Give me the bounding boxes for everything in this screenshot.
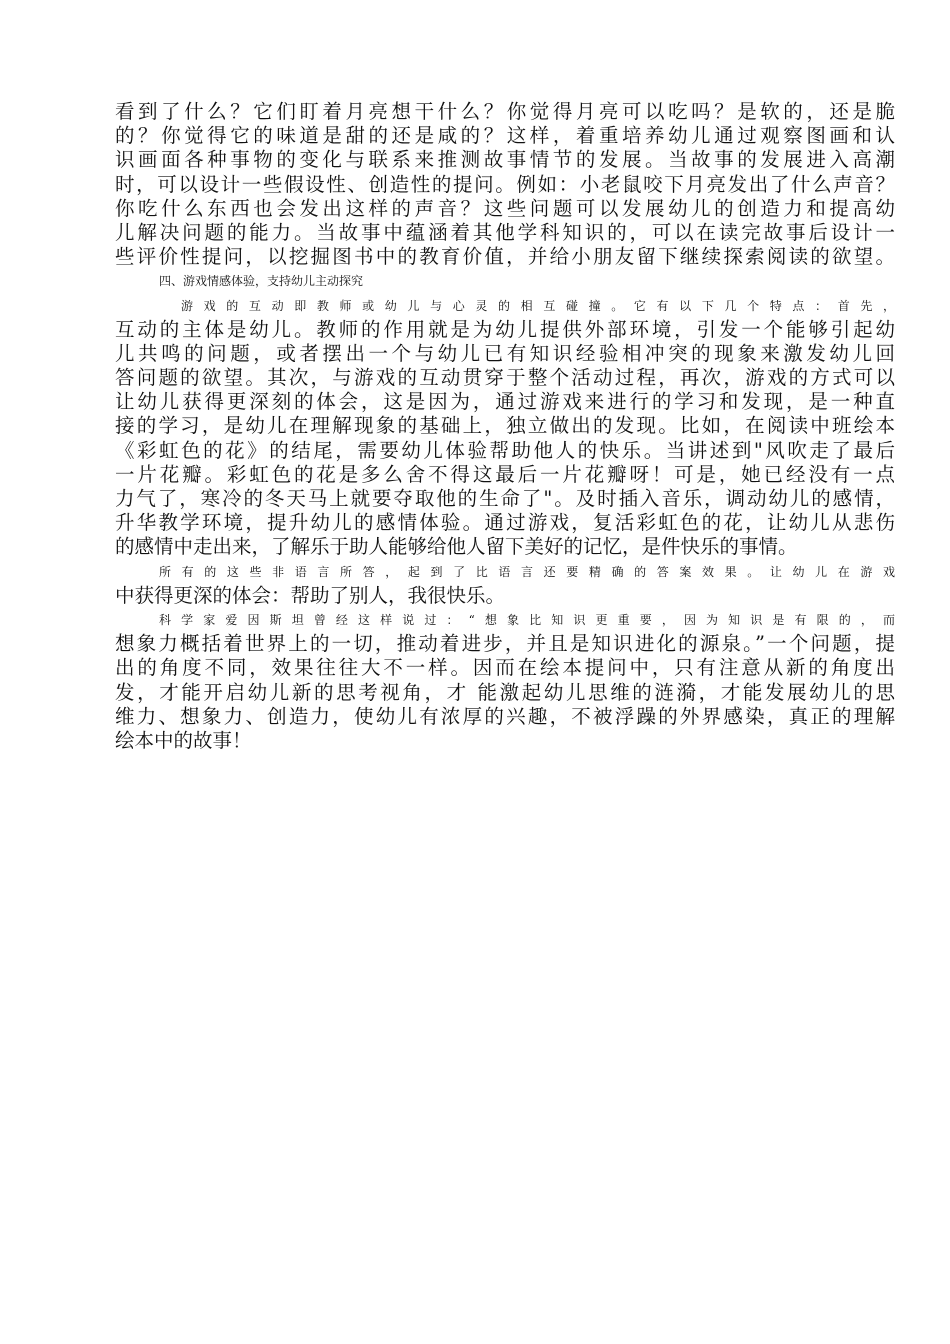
document-line: 力气了，寒冷的冬天马上就要夺取他的生命了"。及时插入音乐，调动幼儿的感情，: [115, 487, 895, 510]
document-line: 答问题的欲望。其次，与游戏的互动贯穿于整个活动过程，再次，游戏的方式可以: [115, 366, 895, 390]
document-body: [115, 100, 895, 753]
document-line: 中获得更深的体会：帮助了别人，我很快乐。: [115, 583, 506, 607]
document-line: 《彩虹色的花》的结尾，需要幼儿体验帮助他人的快乐。当讲述到"风吹走了最后: [115, 438, 895, 462]
document-line: 科学家爱因斯坦曾经这样说过：“想象比知识更重要，因为知识是有限的，而: [159, 612, 895, 627]
document-line: 一片花瓣。彩虹色的花是多么舍不得这最后一片花瓣呀！可是，她已经没有一点: [115, 462, 895, 486]
document-line: 让幼儿获得更深刻的体会，这是因为，通过游戏来进行的学习和发现，是一种直: [115, 390, 895, 414]
document-line: 游戏的互动即教师或幼儿与心灵的相互碰撞。它有以下几个特点：首先，: [181, 298, 895, 313]
document-line: 些评价性提问，以挖掘图书中的教育价值，并给小朋友留下继续探索阅读的欲望。: [115, 245, 895, 269]
document-line: 四、游戏情感体验，支持幼儿主动探究: [159, 274, 364, 289]
document-line: 想象力概括着世界上的一切，推动着进步，并且是知识进化的源泉。”一个问题，提: [115, 632, 895, 656]
document-line: 升华教学环境，提升幼儿的感情体验。通过游戏，复活彩虹色的花，让幼儿从悲伤: [115, 511, 895, 535]
document-line: 所有的这些非语言所答，起到了比语言还要精确的答案效果。让幼儿在游戏: [159, 564, 895, 579]
document-line: 的感情中走出来，了解乐于助人能够给他人留下美好的记忆，是件快乐的事情。: [115, 535, 798, 559]
document-line: 维力、想象力、创造力，使幼儿有浓厚的兴趣，不被浮躁的外界感染，真正的理解: [115, 704, 895, 728]
document-line: 发，才能开启幼儿新的思考视角，才 能激起幼儿思维的涟漪，才能发展幼儿的思: [115, 680, 895, 704]
document-line: 识画面各种事物的变化与联系来推测故事情节的发展。当故事的发展进入高潮: [115, 148, 895, 172]
document-line: 的？你觉得它的味道是甜的还是咸的？这样，着重培养幼儿通过观察图画和认: [115, 124, 895, 148]
document-line: 出的角度不同，效果往往大不一样。因而在绘本提问中，只有注意从新的角度出: [115, 656, 895, 680]
document-line: 看到了什么？它们盯着月亮想干什么？你觉得月亮可以吃吗？是软的，还是脆: [115, 100, 895, 123]
document-line: 儿共鸣的问题，或者摆出一个与幼儿已有知识经验相冲突的现象来激发幼儿回: [115, 341, 895, 365]
document-line: 接的学习，是幼儿在理解现象的基础上，独立做出的发现。比如，在阅读中班绘本: [115, 414, 895, 438]
document-line: 你吃什么东西也会发出这样的声音？这些问题可以发展幼儿的创造力和提高幼: [115, 196, 895, 220]
document-line: 时，可以设计一些假设性、创造性的提问。例如：小老鼠咬下月亮发出了什么声音？: [115, 172, 895, 196]
document-line: 绘本中的故事！: [115, 728, 252, 752]
document-line: 互动的主体是幼儿。教师的作用就是为幼儿提供外部环境，引发一个能够引起幼: [115, 317, 895, 341]
document-line: 儿解决问题的能力。当故事中蕴涵着其他学科知识的，可以在读完故事后设计一: [115, 220, 895, 244]
